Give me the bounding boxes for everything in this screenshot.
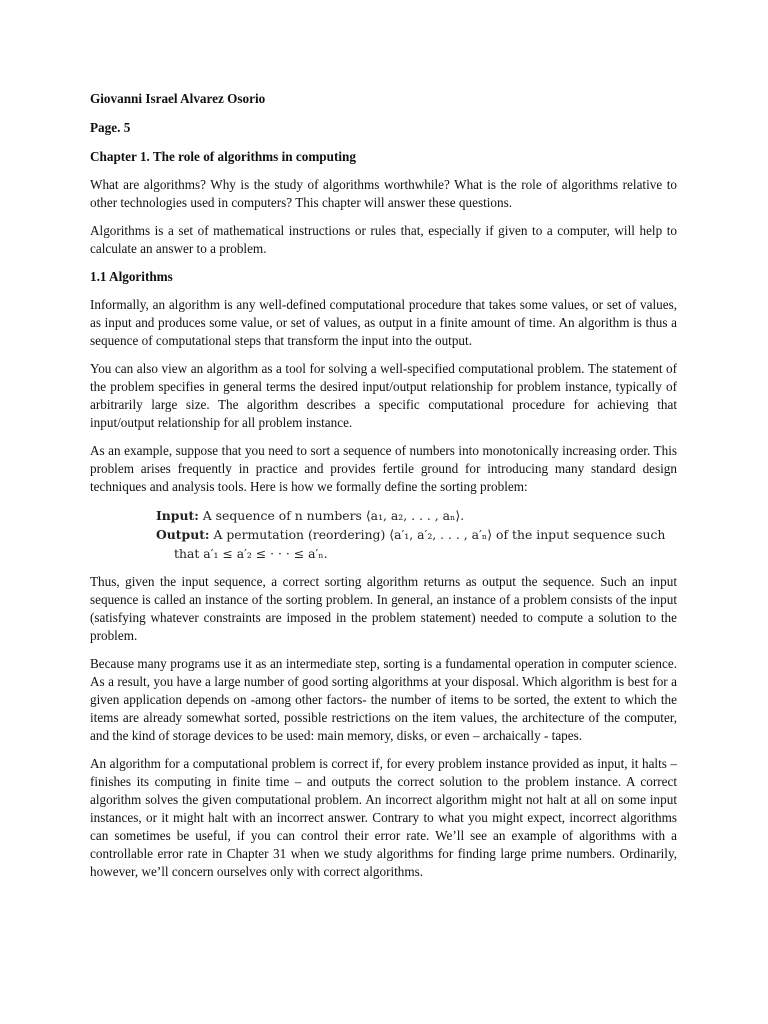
- sorting-problem-definition: [156, 506, 677, 563]
- intro-paragraph: What are algorithms? Why is the study of algorithms worthwhile? What is the role of algorithms relative to other technologies used in computers? This chapter will answer these questions.: [90, 177, 677, 210]
- intro-paragraph: Algorithms is a set of mathematical instructions or rules that, especially if given to a computer, will help to calculate an answer to a problem.: [90, 223, 677, 256]
- body-paragraph: As an example, suppose that you need to sort a sequence of numbers into monotonically increasing order. This problem arises frequently in practice and provides fertile ground for introducing many standard design techniques and analysis tools. Here is how we formally define the sorting problem:: [90, 443, 677, 494]
- document-page: [90, 90, 677, 881]
- definition-output-line-2: [156, 544, 677, 563]
- definition-output-text: A permutation (reordering) ⟨a′₁, a′₂, . . . , a′ₙ⟩ of the input sequence such: [213, 527, 666, 542]
- body-paragraph: You can also view an algorithm as a tool for solving a well-specified computational problem. The statement of the problem specifies in general terms the desired input/output relationship for problem instance, typically of arbitrarily large size. The algorithm describes a specific computational procedure for achieving that input/output relationship for all problem instance.: [90, 361, 677, 430]
- body-paragraph: An algorithm for a computational problem is correct if, for every problem instance provided as input, it halts – finishes its computing in finite time – and outputs the correct solution to the problem instance. A correct algorithm solves the given computational problem. An incorrect algorithm might not halt at all on some input instances, or it might halt with an incorrect answer. Contrary to what you might expect, incorrect algorithms can sometimes be useful, if you can control their error rate. We’ll see an example of algorithms with a controllable error rate in Chapter 31 when we study algorithms for finding large prime numbers. Ordinarily, however, we’ll concern ourselves only with correct algorithms.: [90, 756, 677, 879]
- definition-input-label: Input:: [156, 508, 199, 523]
- body-paragraph: Informally, an algorithm is any well-defined computational procedure that takes some values, or set of values, as input and produces some value, or set of values, as output in a finite amount of time. An algorithm is thus a sequence of computational steps that transform the input into the output.: [90, 297, 677, 348]
- body-paragraph: Because many programs use it as an intermediate step, sorting is a fundamental operation in computer science. As a result, you have a large number of good sorting algorithms at your disposal. Which algorithm is best for a given application depends on -among other factors- the number of items to be sorted, the extent to which the items are already somewhat sorted, possible restrictions on the item values, the architecture of the computer, and the kind of storage devices to be used: main memory, disks, or even – archaically - tapes.: [90, 656, 677, 743]
- section-title: 1.1 Algorithms: [90, 269, 173, 284]
- body-paragraph: Thus, given the input sequence, a correct sorting algorithm returns as output the sequence. Such an input sequence is called an instance of the sorting problem. In general, an instance of a problem consists of the input (satisfying whatever constraints are imposed in the problem statement) needed to compute a solution to the problem.: [90, 574, 677, 643]
- definition-input-text: A sequence of n numbers ⟨a₁, a₂, . . . , aₙ⟩.: [202, 508, 465, 523]
- page-label: Page. 5: [90, 120, 131, 135]
- author-name: Giovanni Israel Alvarez Osorio: [90, 91, 266, 106]
- chapter-title: Chapter 1. The role of algorithms in computing: [90, 149, 356, 164]
- definition-output-line: [156, 525, 677, 544]
- definition-output-label: Output:: [156, 527, 210, 542]
- definition-input-line: [156, 506, 677, 525]
- definition-output-text-2: that a′₁ ≤ a′₂ ≤ · · · ≤ a′ₙ.: [174, 546, 328, 561]
